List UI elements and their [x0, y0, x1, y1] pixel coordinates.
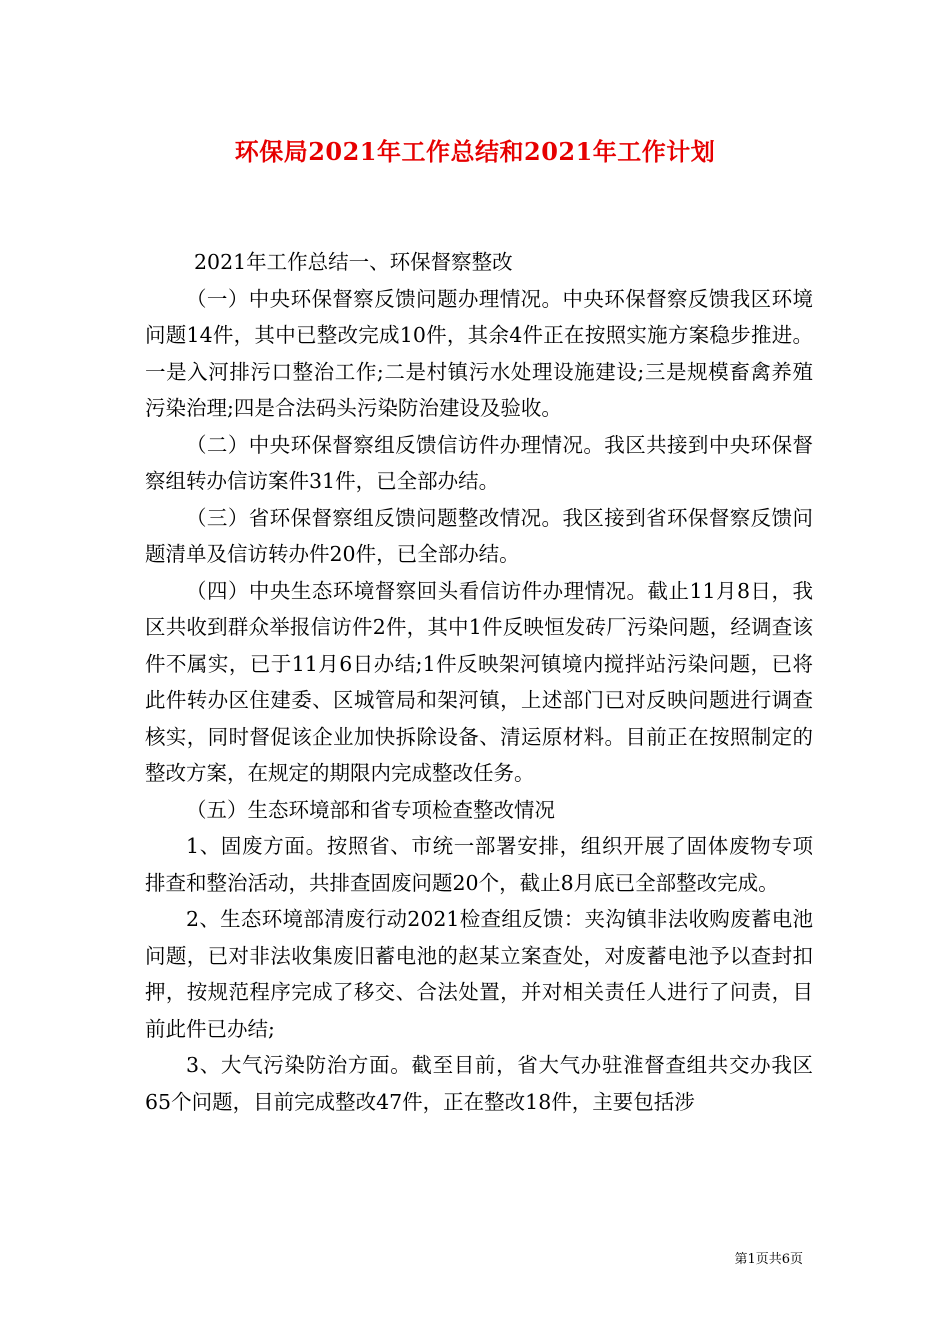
paragraph-1: （一）中央环保督察反馈问题办理情况。中央环保督察反馈我区环境问题14件，其中已整改完成10件，其余4件正在按照实施方案稳步推进。一是入河排污口整治工作;二是村镇污水处理设施建设;三是规模畜禽养殖污染治理;四是合法码头污染防治建设及验收。 — [145, 286, 813, 420]
document-body — [145, 244, 813, 1120]
paragraph-5: （五）生态环境部和省专项检查整改情况 — [186, 797, 555, 822]
paragraph-2: （二）中央环保督察组反馈信访件办理情况。我区共接到中央环保督察组转办信访案件31件，已全部办结。 — [145, 432, 813, 493]
section-heading: 2021年工作总结一、环保督察整改 — [194, 250, 513, 274]
document-title: 环保局2021年工作总结和2021年工作计划 — [234, 137, 716, 166]
paragraph-6: 1、固废方面。按照省、市统一部署安排，组织开展了固体废物专项排查和整治活动，共排查固废问题20个，截止8月底已全部整改完成。 — [145, 834, 813, 895]
paragraph-7: 2、生态环境部清废行动2021检查组反馈：夹沟镇非法收购废蓄电池问题，已对非法收集废旧蓄电池的赵某立案查处，对废蓄电池予以查封扣押，按规范程序完成了移交、合法处置，并对相关责任人进行了问责，目前此件已办结; — [145, 907, 813, 1041]
paragraph-8: 3、大气污染防治方面。截至目前，省大气办驻淮督查组共交办我区65个问题，目前完成整改47件，正在整改18件，主要包括涉 — [145, 1053, 813, 1114]
paragraph-4: （四）中央生态环境督察回头看信访件办理情况。截止11月8日，我区共收到群众举报信访件2件，其中1件反映恒发砖厂污染问题，经调查该件不属实，已于11月6日办结;1件反映架河镇境内搅拌站污染问题，已将此件转办区住建委、区城管局和架河镇，上述部门已对反映问题进行调查核实，同时督促该企业加快拆除设备、清运原材料。目前正在按照制定的整改方案，在规定的期限内完成整改任务。 — [145, 578, 813, 785]
paragraph-3: （三）省环保督察组反馈问题整改情况。我区接到省环保督察反馈问题清单及信访转办件20件，已全部办结。 — [145, 505, 813, 566]
page-number: 第1页共6页 — [734, 1252, 803, 1267]
